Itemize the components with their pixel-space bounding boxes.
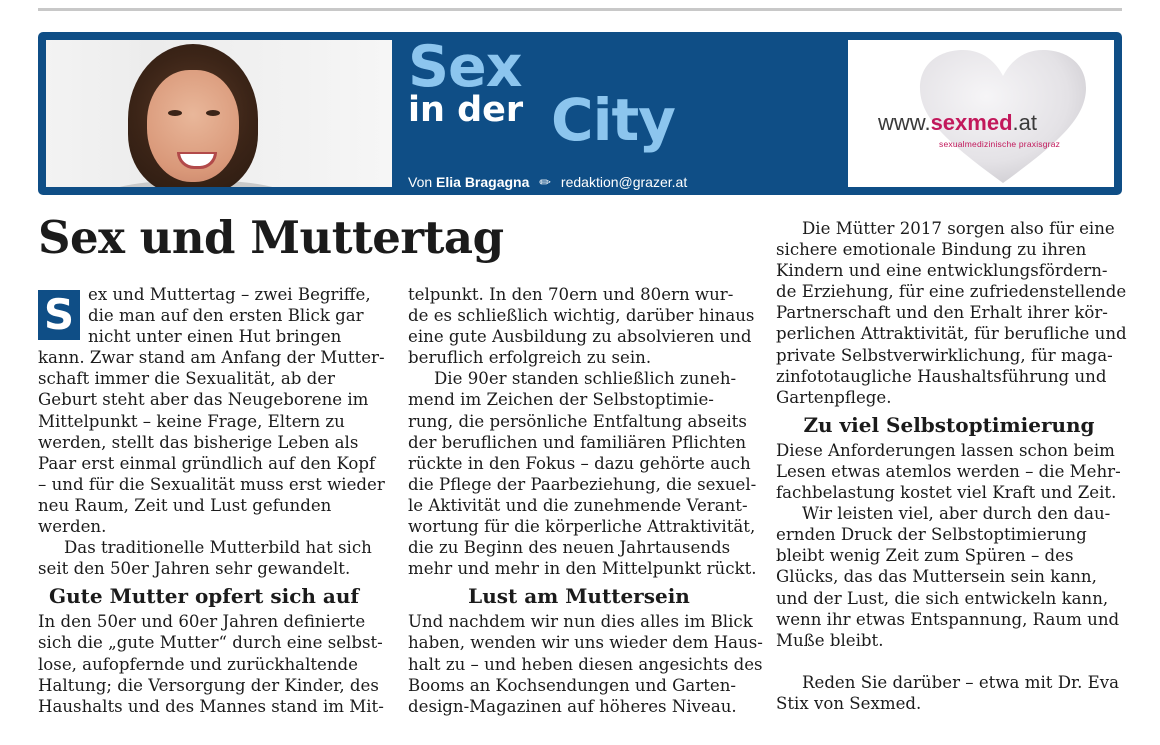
text-line: design-Magazinen auf höheres Niveau.	[408, 696, 737, 716]
text-line: Und nachdem wir nun dies alles im Blick	[408, 612, 753, 632]
text-line: Diese Anforderungen lassen schon beim	[776, 440, 1115, 460]
col1-intro-rest	[38, 347, 385, 537]
col1-intro-wrap	[38, 284, 370, 347]
text-line: In den 50er und 60er Jahren definierte	[38, 612, 366, 632]
author-email[interactable]: redaktion@grazer.at	[560, 174, 688, 190]
col3-paragraph-2	[776, 440, 1122, 503]
text-line: mend im Zeichen der Selbstoptimie-	[408, 390, 714, 410]
text-line: Haushalts und des Mannes stand im Mit-	[38, 696, 384, 716]
drop-cap: S	[38, 290, 80, 340]
text-line: de Erziehung, für eine zufriedenstellende	[776, 282, 1127, 302]
text-line: Das traditionelle Mutterbild hat sich	[64, 538, 372, 558]
text-line: lose, aufopfernde und zurückhaltende	[38, 654, 358, 674]
text-line: die Pflege der Paarbeziehung, die sexuel-	[408, 474, 757, 494]
column-banner	[38, 32, 1122, 195]
col3-paragraph-4	[776, 672, 1122, 714]
top-rule	[38, 8, 1122, 11]
col1-paragraph-2	[38, 537, 370, 579]
text-line: Stix von Sexmed.	[776, 693, 922, 713]
text-line: Mittelpunkt – keine Frage, Eltern zu	[38, 411, 345, 431]
text-line: Kindern und eine entwicklungsfördern-	[776, 261, 1108, 281]
brand-name: sexmed	[930, 110, 1013, 135]
text-line: schaft immer die Sexualität, ab der	[38, 369, 335, 389]
subheading-selbstoptimierung: Zu viel Selbstoptimierung	[803, 412, 1095, 437]
article-column-2	[408, 284, 763, 717]
col2-paragraph-2	[408, 368, 757, 579]
brand-prefix: www.	[878, 110, 931, 135]
text-line: sichere emotionale Bindung zu ihren	[776, 240, 1087, 260]
text-line: haben, wenden wir uns wieder dem Haus-	[408, 633, 763, 653]
text-line: Booms an Kochsendungen und Garten-	[408, 675, 737, 695]
text-line: le Aktivität und die zunehmende Verant-	[408, 495, 748, 515]
article-column-3	[776, 218, 1127, 714]
text-line: Lesen etwas atemlos werden – die Mehr-	[776, 461, 1121, 481]
text-line: rückte in den Fokus – dazu gehörte auch	[408, 453, 751, 473]
byline	[408, 174, 687, 191]
text-line: wenn ihr etwas Entspannung, Raum und	[776, 609, 1120, 629]
text-line: werden, stellt das bisherige Leben als	[38, 432, 359, 452]
text-line: Partnerschaft und den Erhalt ihrer kör-	[776, 303, 1108, 323]
text-line: mehr und mehr in den Mittelpunkt rückt.	[408, 559, 757, 579]
text-line: Reden Sie darüber – etwa mit Dr. Eva	[802, 672, 1120, 692]
col2-paragraph-1	[408, 284, 755, 368]
pen-icon: ✏	[539, 174, 552, 190]
text-line: bleibt wenig Zeit zum Spüren – des	[776, 546, 1074, 566]
article-headline: Sex und Muttertag	[38, 211, 504, 264]
text-line: Die Mütter 2017 sorgen also für eine	[802, 219, 1115, 238]
text-line: der beruflichen und familiären Pflichten	[408, 432, 747, 452]
subheading-gute-mutter: Gute Mutter opfert sich auf	[49, 584, 359, 609]
text-line: werden.	[38, 517, 107, 537]
text-line: Wir leisten viel, aber durch den dau-	[802, 504, 1111, 524]
text-line: telpunkt. In den 70ern und 80ern wur-	[408, 285, 734, 304]
text-line: perlichen Attraktivität, für berufliche und	[776, 324, 1127, 344]
text-line: sich die „gute Mutter“ durch eine selbst-	[38, 633, 383, 653]
col2-paragraph-3	[408, 611, 763, 716]
brand-suffix: .at	[1012, 110, 1037, 135]
text-line: nicht unter einen Hut bringen	[88, 327, 342, 347]
text-line: rung, die persönliche Entfaltung abseits	[408, 411, 747, 431]
text-line: und der Lust, die sich entwickeln kann,	[776, 588, 1109, 608]
text-line: Gartenpflege.	[776, 387, 892, 407]
text-line: Muße bleibt.	[776, 630, 884, 650]
paragraph-gap	[776, 651, 1122, 672]
text-line: Paar erst einmal gründlich auf den Kopf	[38, 453, 376, 473]
text-line: Haltung; die Versorgung der Kinder, des	[38, 675, 379, 695]
subheading-lust-am-muttersein: Lust am Muttersein	[468, 584, 690, 609]
author-name: Elia Bragagna	[436, 174, 530, 190]
ad-tagline: sexualmedizinische praxisgraz	[939, 139, 1061, 149]
byline-prefix: Von	[408, 174, 433, 190]
text-line: Glücks, das das Muttersein sein kann,	[776, 567, 1097, 587]
text-line: beruflich erfolgreich zu sein.	[408, 348, 652, 368]
ad-brand	[878, 110, 1037, 136]
author-photo	[46, 40, 392, 187]
text-line: neu Raum, Zeit und Lust gefunden	[38, 495, 332, 515]
col1-paragraph-3	[38, 611, 384, 716]
text-line: Die 90er standen schließlich zuneh-	[434, 369, 737, 389]
text-line: de es schließlich wichtig, darüber hinaus	[408, 306, 755, 326]
text-line: – und für die Sexualität muss erst wieder	[38, 474, 385, 494]
text-line: eine gute Ausbildung zu absolvieren und	[408, 327, 752, 347]
text-line: Geburt steht aber das Neugeborene im	[38, 390, 369, 410]
text-line: zinfototaugliche Haushaltsführung und	[776, 366, 1107, 386]
article-column-1	[38, 284, 385, 717]
text-line: kann. Zwar stand am Anfang der Mutter-	[38, 348, 385, 368]
column-title-city: City	[551, 86, 675, 154]
text-line: ernden Druck der Selbstoptimierung	[776, 525, 1087, 545]
column-title-in-der: in der	[408, 90, 524, 130]
text-line: fachbelastung kostet viel Kraft und Zeit.	[776, 483, 1117, 503]
text-line: wortung für die körperliche Attraktivität,	[408, 517, 756, 537]
text-line: private Selbstverwirklichung, für maga-	[776, 345, 1113, 365]
col3-paragraph-1	[776, 218, 1127, 408]
text-line: halt zu – und heben diesen angesichts des	[408, 654, 763, 674]
sexmed-ad[interactable]	[848, 40, 1114, 187]
column-title-sex: Sex	[408, 34, 522, 100]
text-line: die man auf den ersten Blick gar	[88, 306, 364, 326]
col3-paragraph-3	[776, 503, 1122, 651]
text-line: seit den 50er Jahren sehr gewandelt.	[38, 559, 351, 579]
text-line: die zu Beginn des neuen Jahrtausends	[408, 538, 731, 558]
text-line: ex und Muttertag – zwei Begriffe,	[88, 285, 371, 304]
